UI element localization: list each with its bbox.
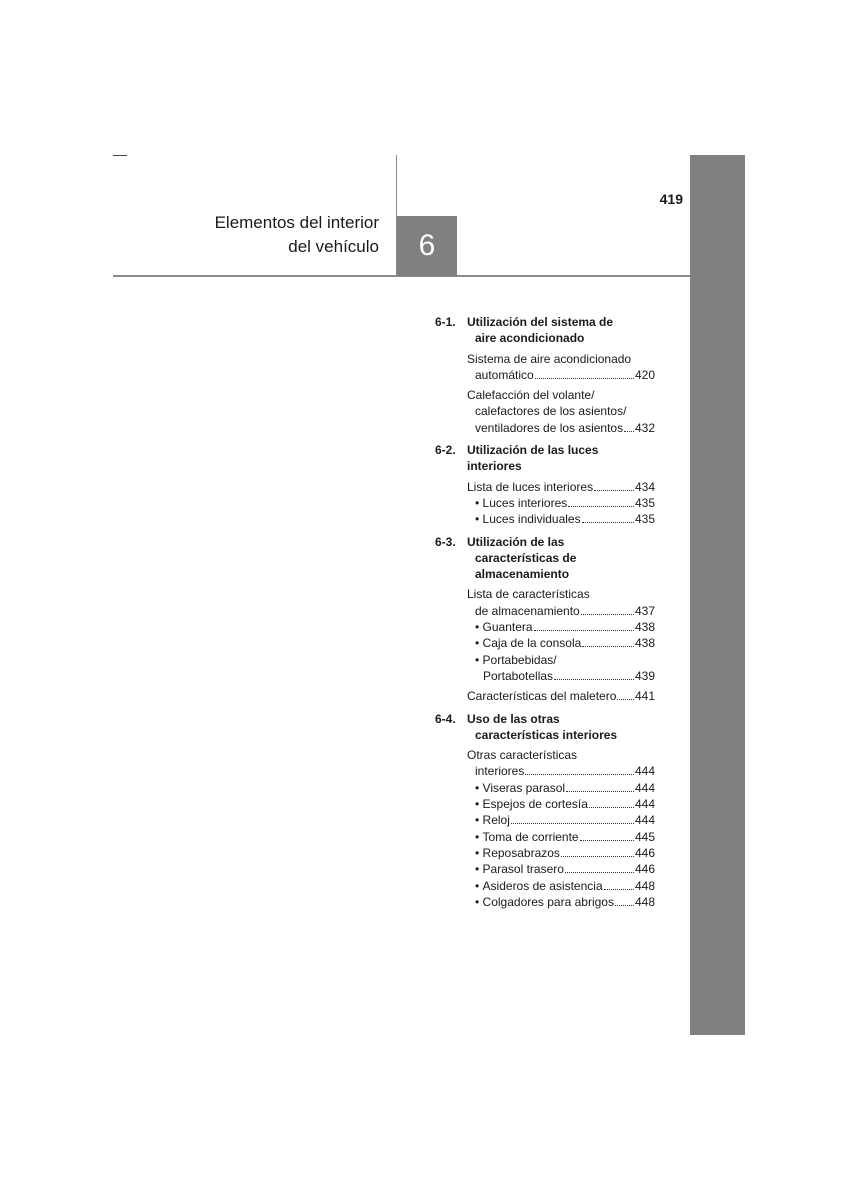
toc-page-number: 444 (634, 764, 655, 779)
toc-entry-leader-line (467, 688, 655, 704)
toc-sub-entry[interactable] (467, 878, 655, 894)
toc-section-heading[interactable] (435, 442, 655, 475)
toc-entry-text: Portabotellas (483, 668, 554, 683)
toc-entry[interactable] (467, 688, 655, 704)
toc-entry-line: Otras características (467, 748, 578, 763)
toc-section-title-line: aire acondicionado (475, 331, 585, 346)
toc-entry-leader-line (475, 511, 655, 527)
dot-leader (525, 774, 634, 775)
toc-entry-text: • Reloj (475, 812, 510, 828)
toc-entry-leader-line (475, 829, 655, 845)
toc-page-number: 446 (634, 845, 655, 860)
toc-entry-leader-line (475, 861, 655, 877)
toc-section-title-line: características interiores (475, 727, 618, 742)
toc-entry-leader-line (467, 603, 655, 619)
toc-page-number: 444 (634, 813, 655, 828)
toc-entry-text: • Parasol trasero (475, 861, 564, 877)
toc-sub-entry[interactable] (467, 829, 655, 845)
toc-section (435, 314, 655, 436)
toc-entry-leader-line (467, 420, 655, 436)
dot-leader (580, 840, 634, 841)
toc-section-title-line: características de (475, 550, 577, 565)
toc-entry-text: interiores (475, 764, 525, 779)
dot-leader (511, 823, 634, 824)
toc-entry-leader-line (467, 763, 655, 779)
toc-page-number: 444 (634, 780, 655, 795)
toc-entry-text: • Viseras parasol (475, 780, 565, 796)
toc-entry-line: Calefacción del volante/ (467, 388, 595, 403)
dot-leader (566, 791, 634, 792)
toc-entry[interactable] (467, 479, 655, 495)
toc-sub-entry[interactable] (467, 780, 655, 796)
dot-leader (581, 614, 634, 615)
toc-page-number: 435 (634, 495, 655, 510)
toc-page-number: 445 (634, 829, 655, 844)
dot-leader (535, 378, 634, 379)
toc-entry-leader-line (475, 495, 655, 511)
dot-leader (561, 856, 634, 857)
chapter-title (215, 211, 379, 259)
dot-leader (582, 522, 634, 523)
toc-sub-entry[interactable] (467, 652, 655, 685)
toc-page-number: 432 (634, 420, 655, 435)
toc-sub-entry[interactable] (467, 894, 655, 910)
toc-sub-entry[interactable] (467, 796, 655, 812)
toc-entry-text: • Guantera (475, 619, 533, 635)
toc-section-title-line: almacenamiento (475, 567, 570, 582)
toc-page-number: 448 (634, 878, 655, 893)
dot-leader (624, 431, 634, 432)
dot-leader (594, 490, 634, 491)
chapter-number-box (397, 216, 457, 276)
toc-section-title-line: Uso de las otras (467, 711, 560, 726)
chapter-tab-bar (690, 155, 745, 1035)
toc-entry-text: • Asideros de asistencia (475, 878, 603, 894)
toc-entry[interactable] (467, 351, 655, 384)
toc-sub-list (467, 780, 655, 910)
toc-entry-leader-line (475, 878, 655, 894)
toc-entry-text: • Toma de corriente (475, 829, 579, 845)
toc-sub-entry[interactable] (467, 861, 655, 877)
toc-entry-leader-line (475, 668, 655, 684)
toc-page-number: 420 (634, 367, 655, 382)
dot-leader (617, 699, 634, 700)
toc-entry-leader-line (475, 894, 655, 910)
toc-entry-text: • Espejos de cortesía (475, 796, 588, 812)
toc-section (435, 442, 655, 527)
toc-entry-text: • Reposabrazos (475, 845, 560, 861)
toc-page-number: 438 (634, 636, 655, 651)
toc-entry-text: • Luces interiores (475, 495, 567, 511)
toc-section-number: 6-3. (435, 534, 456, 549)
toc-section-number: 6-1. (435, 315, 456, 329)
toc-page-number: 434 (634, 479, 655, 494)
toc-entry-leader-line (475, 812, 655, 828)
dot-leader (568, 506, 634, 507)
toc-page-number: 438 (634, 620, 655, 635)
crop-mark (113, 155, 127, 156)
toc-entry-line: calefactores de los asientos/ (475, 404, 627, 419)
toc-entry-line: • Portabebidas/ (475, 652, 557, 667)
toc-entry-leader-line (467, 479, 655, 495)
toc-entry-leader-line (467, 367, 655, 383)
toc-section-heading[interactable] (435, 534, 655, 583)
toc-entry-text: Lista de luces interiores (467, 479, 594, 494)
toc-entry-leader-line (475, 619, 655, 635)
toc-sub-entry[interactable] (467, 845, 655, 861)
dot-leader (582, 646, 634, 647)
dot-leader (589, 807, 634, 808)
toc-section-title-line: Utilización de las luces interiores (467, 443, 599, 474)
toc-entry-text: • Luces individuales (475, 511, 581, 527)
toc-entry-line: Lista de características (467, 587, 590, 602)
toc-entry-text: • Colgadores para abrigos (475, 894, 614, 910)
toc-section-title-line: Utilización de las (467, 534, 565, 549)
toc-section (435, 534, 655, 705)
toc-sub-entry[interactable] (467, 495, 655, 511)
toc-page-number: 441 (634, 689, 655, 704)
page-number: 419 (659, 191, 683, 207)
dot-leader (615, 905, 634, 906)
dot-leader (554, 679, 634, 680)
toc-entry-leader-line (475, 780, 655, 796)
toc-entry-leader-line (475, 635, 655, 651)
toc-sub-list (467, 495, 655, 528)
toc-section-number: 6-2. (435, 443, 456, 458)
toc-sub-entry[interactable] (467, 812, 655, 828)
dot-leader (565, 872, 634, 873)
toc-sub-entry[interactable] (467, 619, 655, 635)
chapter-title-line: del vehículo (288, 237, 379, 256)
toc-section-title-line: Utilización del sistema de (467, 315, 614, 329)
toc-section-heading[interactable] (435, 314, 655, 347)
toc-entry[interactable] (467, 586, 655, 619)
toc-entry[interactable] (467, 387, 655, 436)
chapter-number: 6 (418, 229, 436, 262)
toc-entry-leader-line (475, 845, 655, 861)
toc-entry-text: ventiladores de los asientos (475, 420, 624, 435)
toc-section-heading[interactable] (435, 711, 655, 744)
toc-section-number: 6-4. (435, 711, 456, 726)
dot-leader (604, 889, 634, 890)
toc-entry-text: de almacenamiento (475, 603, 580, 618)
table-of-contents (435, 314, 655, 916)
toc-page-number: 437 (634, 603, 655, 618)
toc-page-number: 446 (634, 862, 655, 877)
dot-leader (534, 630, 634, 631)
toc-entry-text: Características del maletero (467, 689, 617, 704)
toc-sub-list (467, 619, 655, 684)
toc-entry-line: Sistema de aire acondicionado (467, 351, 632, 366)
toc-page-number: 439 (634, 668, 655, 683)
toc-entry-text: automático (475, 367, 534, 382)
toc-sub-entry[interactable] (467, 511, 655, 527)
toc-page-number: 444 (634, 797, 655, 812)
toc-section (435, 711, 655, 911)
chapter-title-line: Elementos del interior (214, 213, 379, 232)
toc-page-number: 448 (634, 894, 655, 909)
toc-entry[interactable] (467, 747, 655, 780)
toc-sub-entry[interactable] (467, 635, 655, 651)
toc-entry-leader-line (475, 796, 655, 812)
toc-page-number: 435 (634, 512, 655, 527)
toc-entry-text: • Caja de la consola (475, 635, 581, 651)
